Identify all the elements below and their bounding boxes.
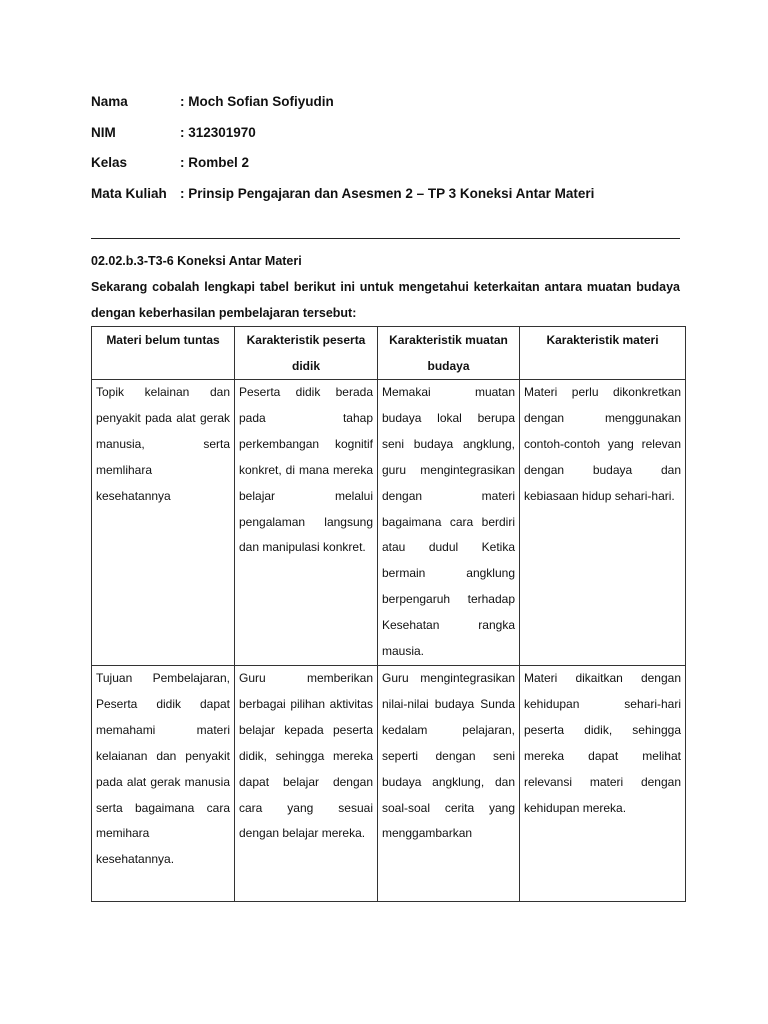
student-info [91, 94, 691, 216]
kelas-value: : Rombel 2 [180, 155, 250, 170]
divider [91, 238, 680, 239]
table-row [92, 666, 686, 902]
section-title: 02.02.b.3-T3-6 Koneksi Antar Materi [91, 254, 302, 268]
nim-value: : 312301970 [180, 124, 256, 140]
section-intro: Sekarang cobalah lengkapi tabel berikut ini untuk mengetahui keterkaitan antara muatan budaya dengan keberhasilan pembelajaran tersebut: [91, 280, 680, 320]
table-cell: Topik kelainan dan penyakit pada alat gerak manusia, serta memlihara kesehatannya [92, 380, 235, 666]
info-row-nim [91, 125, 691, 156]
nama-label: Nama [91, 94, 128, 109]
table-cell: Tujuan Pembelajaran, Peserta didik dapat memahami materi kelaianan dan penyakit pada alat gerak manusia serta bagaimana cara memihara kesehatannya. [92, 666, 235, 902]
table-cell: Materi perlu dikonkretkan dengan menggunakan contoh-contoh yang relevan dengan budaya dan kebiasaan hidup sehari-hari. [520, 380, 686, 666]
materi-table [91, 326, 686, 902]
table-cell: Materi dikaitkan dengan kehidupan sehari-hari peserta didik, sehingga mereka dapat melihat relevansi materi dengan kehidupan mereka. [520, 666, 686, 902]
header-materi-belum-tuntas: Materi belum tuntas [92, 327, 235, 380]
nim-label: NIM [91, 124, 116, 140]
section-header [91, 248, 680, 326]
mata-kuliah-value: : Prinsip Pengajaran dan Asesmen 2 – TP 3 Koneksi Antar Materi [180, 185, 595, 201]
table-row [92, 380, 686, 666]
header-karakteristik-peserta-didik: Karakteristik peserta didik [235, 327, 378, 380]
kelas-label: Kelas [91, 155, 128, 170]
info-row-mata-kuliah [91, 186, 691, 217]
table-header-row [92, 327, 686, 380]
nama-value: : Moch Sofian Sofiyudin [180, 94, 334, 109]
table-cell: Peserta didik berada pada tahap perkembangan kognitif konkret, di mana mereka belajar melalui pengalaman langsung dan manipulasi konkret. [235, 380, 378, 666]
info-row-nama [91, 94, 691, 125]
header-karakteristik-materi: Karakteristik materi [520, 327, 686, 380]
table-cell: Memakai muatan budaya lokal berupa seni budaya angklung, guru mengintegrasikan dengan materi bagaimana cara berdiri atau dudul Ketika bermain angklung berpengaruh terhadap Kesehatan rangka mausia. [378, 380, 520, 666]
header-karakteristik-muatan-budaya: Karakteristik muatan budaya [378, 327, 520, 380]
mata-kuliah-label: Mata Kuliah [91, 185, 167, 201]
info-row-kelas [91, 155, 691, 186]
table-cell: Guru memberikan berbagai pilihan aktivitas belajar kepada peserta didik, sehingga mereka dapat belajar dengan cara yang sesuai dengan belajar mereka. [235, 666, 378, 902]
table-cell: Guru mengintegrasikan nilai-nilai budaya Sunda kedalam pelajaran, seperti dengan seni budaya angklung, dan soal-soal cerita yang menggambarkan [378, 666, 520, 902]
